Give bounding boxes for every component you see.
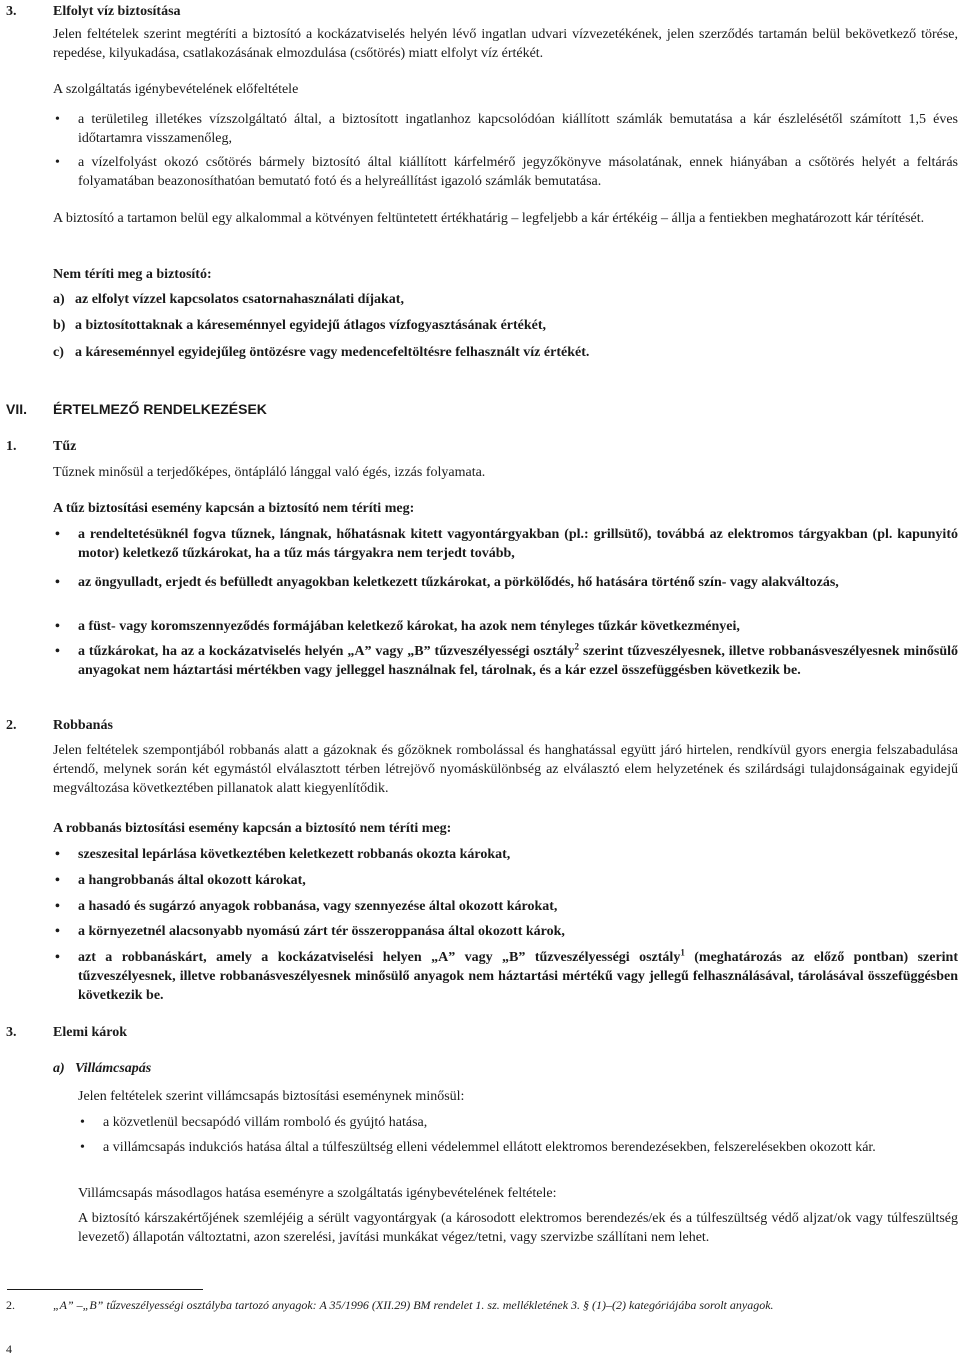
footnote-ref: 1	[680, 947, 685, 958]
paragraph: A biztosító a tartamon belül egy alkalommal a kötvényen feltüntetett értékhatárig – legfeljebb a kár értékéig – állja a fentiekben meghatározott kár térítését.	[53, 211, 925, 226]
list-item	[78, 642, 958, 680]
item-text: (meghatározás az előző pontban) szerint tűzveszélyesnek, illetve robbanásveszélyesnek minősülő anyagok nem háztartási mértékű vagy jellegű felhasználásával, tárolásával összefüggésben következik be.	[78, 950, 958, 1003]
subheading: Nem téríti meg a biztosító:	[53, 267, 212, 282]
footnote-text: „A” –„B” tűzveszélyességi osztályba tartozó anyagok: A 35/1996 (XII.29) BM rendelet 1. sz. mellékletének 3. § (1)–(2) kategóriájába sorolt anyagok.	[53, 1298, 774, 1312]
definition: Jelen feltételek szempontjából robbanás alatt a gázoknak és gőzöknek rombolással és hanghatással együtt járó hirtelen, rendkívül gyors energia felszabadulása értendő, melynek során két egymástól elválasztott térben létrejövő nyomáskülönbség az elválasztó elem helyzetének és szilárdsági tulajdonságainak egyidejű megváltozása következtében pillanatok alatt kiegyenlítődik.	[53, 743, 958, 796]
bullet-marker: •	[55, 644, 60, 659]
item-text: Villámcsapás	[75, 1061, 152, 1076]
list-item	[78, 948, 958, 1005]
list-item: a vízelfolyást okozó csőtörés bármely biztosító által kiállított kárfelmérő jegyzőkönyve másolatának, ennek hiányában a csőtörés helyét a feltárás folyamatában beazonosíthatóan bemutató fotó és a helyreállítást igazoló számlák bemutatása.	[78, 155, 958, 189]
section-number: VII.	[6, 401, 28, 417]
footnote-number: 2.	[6, 1298, 15, 1312]
list-item: a területileg illetékes vízszolgáltató által, a biztosított ingatlanhoz kapcsolódóan kiállított számlák bemutatása a kár észlelésétől számított 1,5 éves időtartamra visszamenőleg,	[78, 112, 958, 146]
item-text: a biztosítottaknak a káreseménnyel egyidejű átlagos vízfogyasztásának értékét,	[75, 318, 547, 333]
subsection-number: 2.	[6, 718, 17, 733]
item-label: c)	[53, 345, 64, 360]
paragraph: Jelen feltételek szerint villámcsapás biztosítási eseménynek minősül:	[78, 1089, 465, 1104]
bullet-marker: •	[55, 899, 60, 914]
footnote-ref: 2	[574, 641, 580, 652]
bullet-marker: •	[80, 1115, 85, 1130]
item-label: a)	[53, 292, 65, 307]
subsection-number: 1.	[6, 439, 17, 454]
item-text: szerint tűzveszélyesnek, illetve robbanásveszélyesnek minősülő anyagokat nem háztartási mértékben vagy jelleggel használnak fel, tárolnak, és a kár ezzel összefüggésben következik be.	[78, 644, 959, 678]
bullet-marker: •	[55, 847, 60, 862]
paragraph: Jelen feltételek szerint megtéríti a biztosító a kockázatviselés helyén lévő ingatlan udvari vízvezetékének, jelen szerződés tartamán belül bekövetkező törése, repedése, kilyukadása, csatlakozásának elmozdulása (csőtörés) miatt elfolyt víz értékét.	[53, 27, 958, 61]
section-title: Elfolyt víz biztosítása	[53, 4, 181, 19]
list-item: szeszesital lepárlása következtében keletkezett robbanás okozta károkat,	[78, 847, 511, 862]
bullet-marker: •	[55, 527, 60, 542]
list-item	[53, 316, 546, 335]
subheading: A robbanás biztosítási esemény kapcsán a biztosító nem téríti meg:	[53, 821, 452, 836]
subsection-title: Elemi károk	[53, 1025, 128, 1040]
list-item	[53, 290, 404, 309]
list-item: a hasadó és sugárzó anyagok robbanása, vagy szennyezése által okozott károkat,	[78, 899, 558, 914]
paragraph: Villámcsapás másodlagos hatása eseményre a szolgáltatás igénybevételének feltétele:	[78, 1186, 557, 1201]
bullet-marker: •	[55, 950, 60, 965]
bullet-marker: •	[55, 619, 60, 634]
bullet-marker: •	[55, 873, 60, 888]
subheading: A tűz biztosítási esemény kapcsán a biztosító nem téríti meg:	[53, 501, 415, 516]
subsection-number: 3.	[6, 1025, 17, 1040]
subsection-title: Robbanás	[53, 718, 113, 733]
item-text: a tűzkárokat, ha az a kockázatviselés helyén „A” vagy „B” tűzveszélyességi osztály	[78, 644, 575, 659]
bullet-marker: •	[80, 1140, 85, 1155]
list-item: a hangrobbanás által okozott károkat,	[78, 873, 306, 888]
item-label: a)	[53, 1061, 65, 1076]
bullet-marker: •	[55, 575, 60, 590]
list-item: az öngyulladt, erjedt és befülledt anyagokban keletkezett tűzkárokat, a pörkölődés, hő hatására történő szín- vagy alakváltozás,	[78, 575, 839, 590]
list-item: a rendeltetésüknél fogva tűznek, lángnak, hőhatásnak kitett vagyontárgyakban (pl.: grillsütő), továbbá az elektromos tárgyakban (pl. kapunyitó motor) keletkező tűzkárokat, ha a tűz más tárgyakra nem terjedt tovább,	[78, 527, 958, 561]
list-item: a füst- vagy koromszennyeződés formájában keletkező károkat, ha azok nem tényleges tűzkár következményei,	[78, 619, 740, 634]
item-text: az elfolyt vízzel kapcsolatos csatornahasználati díjakat,	[75, 292, 404, 307]
item-text: a káreseménnyel egyidejűleg öntözésre vagy medencefeltöltésre felhasznált víz értékét.	[75, 345, 590, 360]
sub-subsection-title	[53, 1059, 151, 1078]
list-item: a környezetnél alacsonyabb nyomású zárt tér összeroppanása által okozott károk,	[78, 924, 565, 939]
list-item	[53, 343, 589, 362]
subsection-title: Tűz	[53, 439, 77, 454]
list-item: a villámcsapás indukciós hatása által a túlfeszültség elleni védelemmel ellátott elektromos berendezésekben, felszerelésekben okozott kár.	[103, 1140, 876, 1155]
section-title: ÉRTELMEZŐ RENDELKEZÉSEK	[53, 401, 267, 417]
list-item: a közvetlenül becsapódó villám romboló és gyújtó hatása,	[103, 1115, 428, 1130]
bullet-marker: •	[55, 155, 60, 170]
item-text: azt a robbanáskárt, amely a kockázatviselési helyen „A” vagy „B” tűzveszélyességi osztály	[78, 950, 681, 965]
item-label: b)	[53, 318, 66, 333]
paragraph: A biztosító kárszakértőjének szemléjéig a sérült vagyontárgyak (a károsodott elektromos berendezés/ek és a túlfeszültség védő aljzat/ok vagy túlfeszültség levezető) állapotán változtatni, azon szerelési, javítási munkákat végez/tetni, vagy szervizbe szállítani nem lehet.	[78, 1211, 958, 1245]
footnote-divider	[7, 1289, 203, 1290]
page-number: 4	[6, 1342, 12, 1356]
bullet-marker: •	[55, 924, 60, 939]
bullet-marker: •	[55, 112, 60, 127]
definition: Tűznek minősül a terjedőképes, öntápláló lánggal való égés, izzás folyamata.	[53, 465, 486, 480]
section-number: 3.	[6, 4, 17, 19]
subheading: A szolgáltatás igénybevételének előfeltétele	[53, 82, 299, 97]
